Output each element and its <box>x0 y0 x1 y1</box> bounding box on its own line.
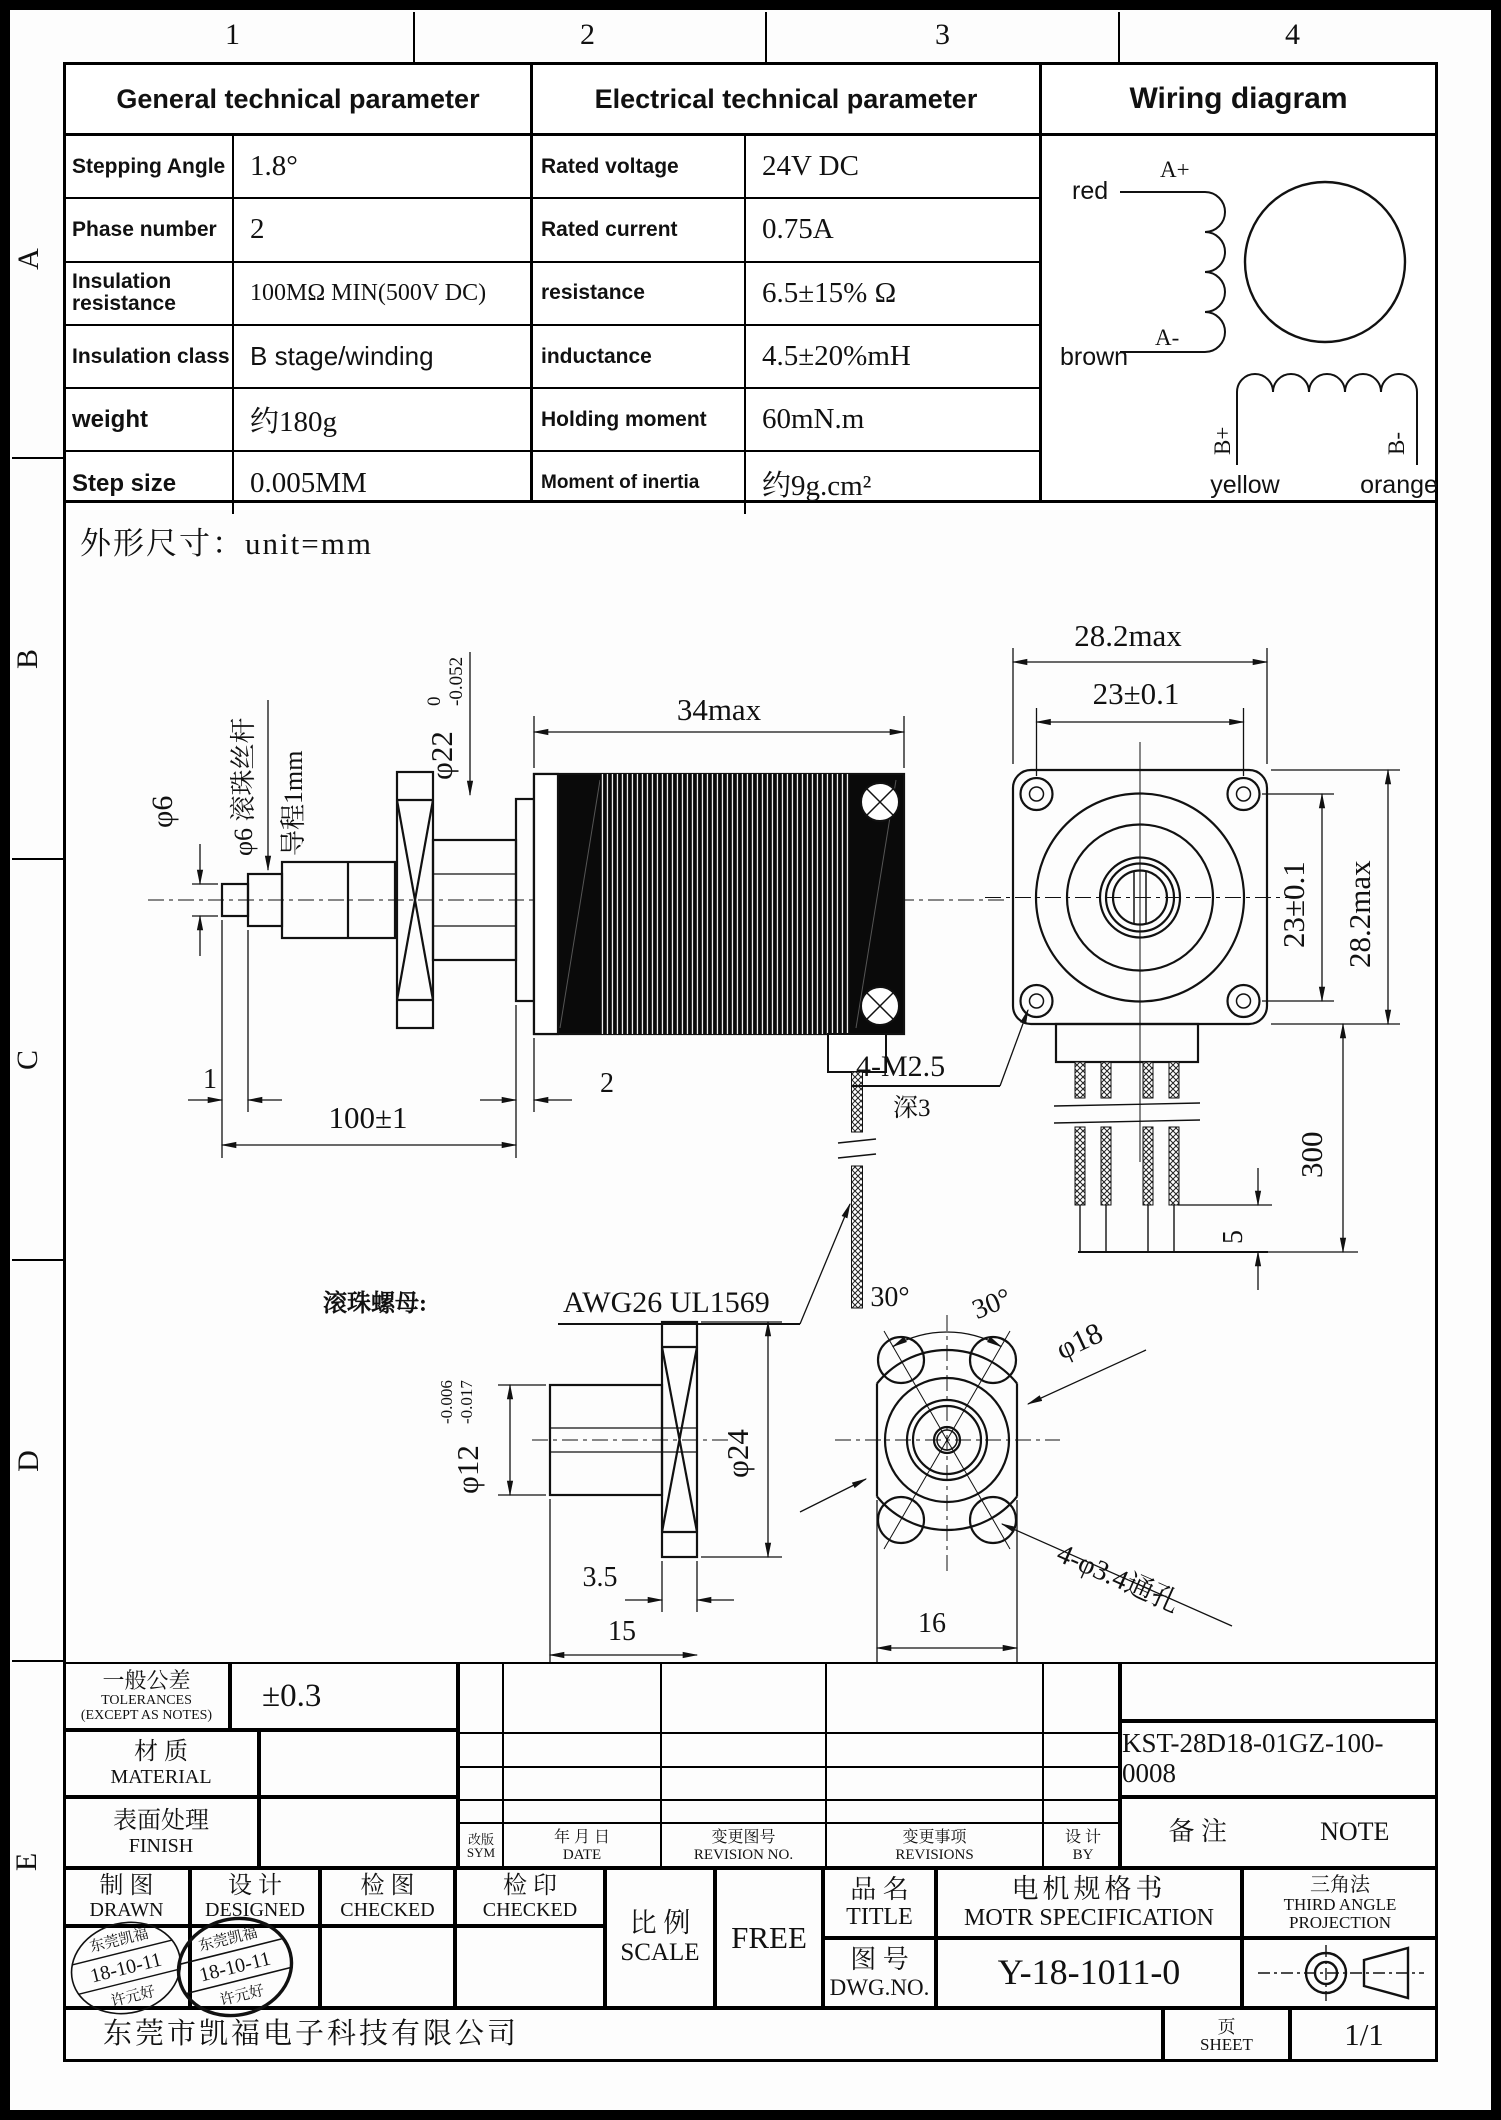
wiring-diagram-title: Wiring diagram <box>1042 65 1435 136</box>
terminal-b-minus: B- <box>1384 432 1409 455</box>
wire-red-label: red <box>1072 177 1109 205</box>
mount-hole <box>1021 778 1053 810</box>
row-marker-a: A <box>11 248 45 270</box>
sheet-label: 页 SHEET <box>1163 2008 1290 2062</box>
dim-phi12: φ12 <box>450 1445 485 1494</box>
col-tick <box>765 12 767 62</box>
revisions-header: 变更事项 REVISIONS <box>895 1828 974 1863</box>
table-row <box>533 326 1039 389</box>
electrical-parameter-table <box>533 62 1042 503</box>
row-label: Phase number <box>66 199 234 260</box>
dim-phi12-tol-top: -0.006 <box>437 1380 456 1424</box>
dim-16: 16 <box>918 1608 946 1639</box>
motor-circle <box>1245 182 1405 342</box>
row-tick <box>12 858 63 860</box>
table-row <box>66 136 530 199</box>
svg-text:东莞凯福: 东莞凯福 <box>197 1924 260 1955</box>
mount-hole <box>1021 985 1053 1017</box>
terminal-a-minus: A- <box>1155 325 1180 350</box>
finish-label: 表面处理 FINISH <box>63 1797 259 1868</box>
row-value: 100MΩ MIN(500V DC) <box>250 279 487 306</box>
part-number: KST-28D18-01GZ-100-0008 <box>1120 1721 1438 1797</box>
dim-ballscrew: φ6 滚珠丝杆 <box>229 717 258 856</box>
row-marker-c: C <box>11 1049 45 1071</box>
material-value <box>259 1730 458 1797</box>
revision-sym-header: 改版 SYM <box>466 1832 496 1860</box>
terminal-a-plus: A+ <box>1160 157 1190 182</box>
row-tick <box>12 1259 63 1261</box>
dim-phi18: φ18 <box>1051 1316 1108 1367</box>
row-label: Stepping Angle <box>66 136 234 197</box>
col-marker-3: 3 <box>935 18 950 51</box>
row-tick <box>12 457 63 459</box>
dim-holes: 4-φ3.4通孔 <box>1052 1538 1184 1620</box>
row-value: 约180g <box>250 406 338 439</box>
row-label: Moment of inertia <box>533 452 746 513</box>
row-label: Step size <box>66 452 234 513</box>
projection-symbol-cell <box>1242 1938 1438 2008</box>
table-row <box>533 389 1039 452</box>
svg-text:许元好: 许元好 <box>218 1982 267 2010</box>
lead-wire <box>852 1166 863 1308</box>
drawn-label: 制 图 DRAWN <box>63 1868 190 1926</box>
nut-view <box>532 1322 728 1557</box>
row-value: 0.75A <box>762 213 834 246</box>
dim-30-left: 30° <box>870 1282 910 1313</box>
scale-value: FREE <box>715 1868 823 2008</box>
table-row <box>66 326 530 389</box>
dim-300: 300 <box>1294 1131 1329 1178</box>
row-value: 6.5±15% Ω <box>762 276 897 309</box>
row-value: 4.5±20%mH <box>762 340 911 373</box>
designed-stamp <box>172 1910 298 2024</box>
motor-leads <box>1054 1062 1268 1252</box>
dim-23-top: 23±0.1 <box>1092 676 1180 711</box>
dim-1: 1 <box>203 1064 217 1095</box>
wiring-diagram <box>1042 133 1438 503</box>
general-parameter-table <box>63 62 533 503</box>
dim-screws: 4-M2.5 <box>856 1050 946 1083</box>
row-value: 24V DC <box>762 150 859 183</box>
dimension-heading: 外形尺寸：unit=mm <box>80 526 373 561</box>
electrical-table-title: Electrical technical parameter <box>533 65 1039 136</box>
dim-100: 100±1 <box>328 1100 408 1135</box>
dim-phi22-tol-bot: -0.052 <box>446 656 467 706</box>
terminal-b-plus: B+ <box>1210 426 1235 455</box>
dim-23-right: 23±0.1 <box>1276 861 1311 948</box>
row-marker-d: D <box>11 1450 45 1472</box>
revision-no-header: 变更图号 REVISION NO. <box>693 1828 794 1863</box>
front-plate <box>534 774 558 1034</box>
dwg-label: 图 号 DWG.NO. <box>823 1938 936 2008</box>
row-value: 60mN.m <box>762 403 865 436</box>
revision-table <box>458 1662 1120 1868</box>
dim-phi22-tol-top: 0 <box>424 696 445 706</box>
front-view <box>985 742 1298 1252</box>
checked-stamp-label: 检 印 CHECKED <box>455 1868 605 1926</box>
row-value: 2 <box>250 213 265 246</box>
table-row <box>533 199 1039 262</box>
side-view <box>148 772 1005 1308</box>
row-marker-b: B <box>11 648 45 670</box>
dim-phi22: φ22 <box>424 731 459 780</box>
row-label: resistance <box>533 263 746 324</box>
technical-drawing <box>63 503 1438 1662</box>
row-value: 约9g.cm² <box>762 469 872 502</box>
col-marker-1: 1 <box>225 18 240 51</box>
dim-34max: 34max <box>676 692 762 727</box>
mount-hole <box>1228 778 1260 810</box>
general-table-title: General technical parameter <box>66 65 530 136</box>
company-name: 东莞市凯福电子科技有限公司 <box>63 2008 1163 2062</box>
third-angle-projection-icon <box>1244 1940 1436 2006</box>
dim-phi6: φ6 <box>146 795 179 828</box>
drawn-stamp <box>66 1914 186 2022</box>
row-label: Insulation class <box>66 326 234 387</box>
lamination-stack <box>600 774 850 1034</box>
col-marker-2: 2 <box>580 18 595 51</box>
row-tick <box>12 1660 63 1662</box>
revision-date-header: 年 月 日 DATE <box>553 1828 610 1863</box>
wire-brown-label: brown <box>1060 343 1129 371</box>
row-value: B stage/winding <box>250 341 434 372</box>
flange-view <box>835 1315 1060 1572</box>
svg-text:东莞凯福: 东莞凯福 <box>88 1925 151 1956</box>
wire-orange-label: orange <box>1360 471 1438 499</box>
projection-label: 三角法 THIRD ANGLE PROJECTION <box>1242 1868 1438 1938</box>
row-value: 1.8° <box>250 150 298 183</box>
svg-text:许元好: 许元好 <box>109 1983 158 2011</box>
row-label: weight <box>66 389 234 450</box>
row-label: Rated voltage <box>533 136 746 197</box>
mount-hole <box>1228 985 1260 1017</box>
mid-cylinder <box>433 840 516 960</box>
table-row <box>533 263 1039 326</box>
dim-5: 5 <box>1218 1230 1249 1244</box>
table-row <box>66 263 530 326</box>
dim-phi12-tol-bot: -0.017 <box>457 1380 476 1424</box>
row-marker-e: E <box>10 1852 44 1872</box>
scale-label: 比 例 SCALE <box>605 1868 715 2008</box>
table-row <box>533 136 1039 199</box>
revision-spare-cell <box>1120 1662 1438 1721</box>
row-label: Insulation resistance <box>66 263 234 324</box>
row-label: inductance <box>533 326 746 387</box>
svg-text:18-10-11: 18-10-11 <box>88 1948 164 1988</box>
svg-text:18-10-11: 18-10-11 <box>197 1947 273 1987</box>
table-row <box>66 389 530 452</box>
col-tick <box>1118 12 1120 62</box>
row-label: Holding moment <box>533 389 746 450</box>
revision-by-header: 设 计 BY <box>1064 1828 1101 1863</box>
dim-15: 15 <box>608 1616 636 1647</box>
dim-35: 3.5 <box>582 1562 618 1593</box>
title-label: 品 名 TITLE <box>823 1868 936 1938</box>
product-name: 电机规格书 MOTR SPECIFICATION <box>936 1868 1242 1938</box>
note-cell: 备 注 NOTE <box>1120 1797 1438 1868</box>
nut-view-dimensions <box>498 1322 782 1662</box>
dim-depth: 深3 <box>893 1095 931 1122</box>
wire-spec-label: AWG26 UL1569 <box>563 1286 770 1319</box>
designed-label: 设 计 DESIGNED <box>190 1868 320 1926</box>
dim-282-right: 28.2max <box>1342 860 1377 968</box>
tolerance-label: 一般公差 TOLERANCES (EXCEPT AS NOTES) <box>63 1662 230 1730</box>
connector-plate <box>1056 1024 1198 1062</box>
table-row <box>66 199 530 262</box>
tolerance-value: ±0.3 <box>230 1662 458 1730</box>
row-value: 0.005MM <box>250 466 367 499</box>
checked-stamp-cell <box>455 1926 605 2008</box>
checked-signature-cell <box>320 1926 455 2008</box>
dim-phi24: φ24 <box>720 1429 755 1478</box>
col-marker-4: 4 <box>1285 18 1300 51</box>
dim-282-top: 28.2max <box>1074 618 1182 653</box>
row-label: Rated current <box>533 199 746 260</box>
dim-2: 2 <box>600 1068 614 1099</box>
dim-30-right: 30° <box>967 1282 1016 1326</box>
dim-lead: 导程1mm <box>279 750 308 856</box>
dwg-number: Y-18-1011-0 <box>936 1938 1242 2008</box>
col-tick <box>413 12 415 62</box>
checked-label: 检 图 CHECKED <box>320 1868 455 1926</box>
sheet-number: 1/1 <box>1290 2008 1438 2062</box>
wire-yellow-label: yellow <box>1210 471 1280 499</box>
material-label: 材 质 MATERIAL <box>63 1730 259 1797</box>
ball-nut-label: 滚珠螺母: <box>323 1291 427 1317</box>
finish-value <box>259 1797 458 1868</box>
